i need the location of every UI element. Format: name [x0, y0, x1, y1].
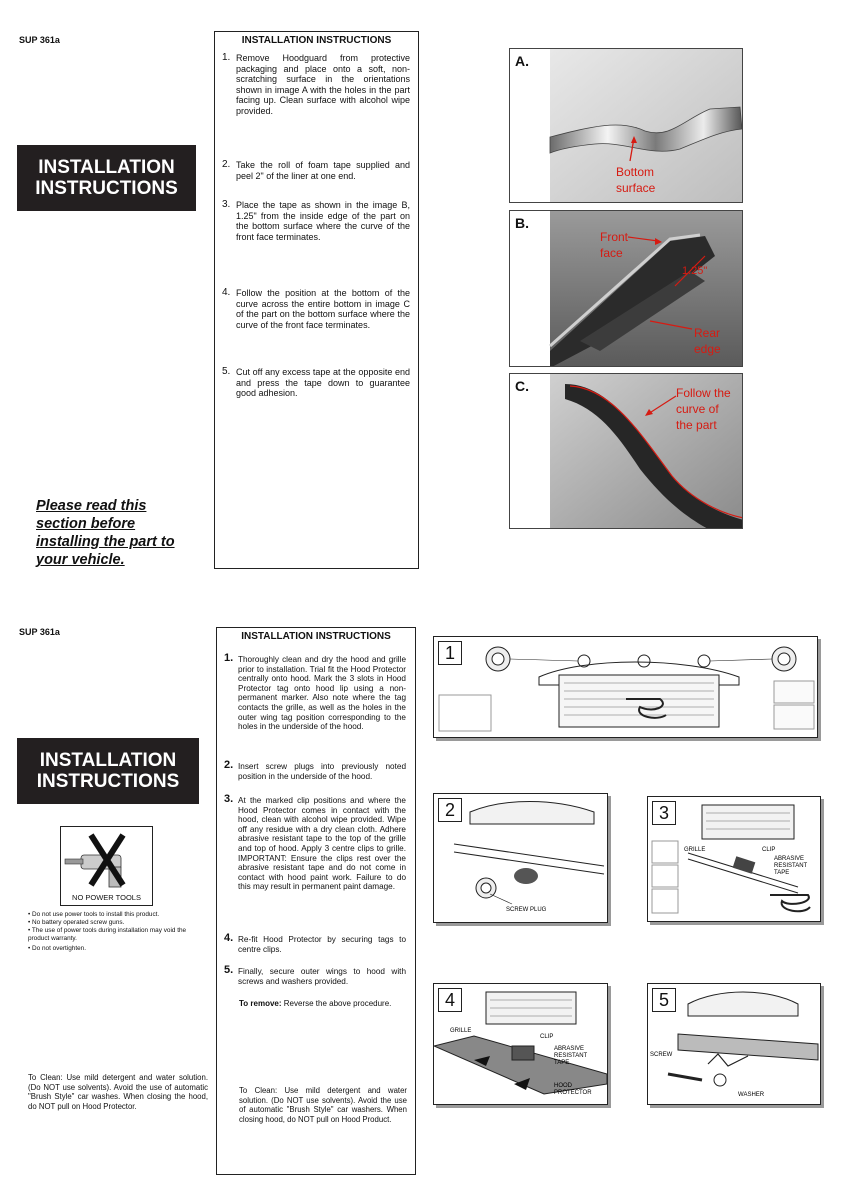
step-number: 5.: [224, 964, 234, 976]
photo-a-image: [510, 49, 743, 203]
panel-2: [433, 793, 608, 923]
step-number: 3.: [222, 199, 231, 210]
label-tape-3: TAPE: [774, 870, 790, 876]
panel-1: [433, 636, 818, 738]
label-resistant-4: RESISTANT: [554, 1053, 588, 1059]
step-text: Place the tape as shown in the image B, 1.25" from the inside edge of the part on the bottom surface where the curve of the front face terminates.: [236, 200, 410, 242]
annotation-face: face: [600, 246, 623, 260]
step-text: Thoroughly clean and dry the hood and grille prior to installation. Trial fit the Hood Protector centrally onto hood. Mark the 3 slots in Hood Protector tag onto hood lip using a non-permanent marker. Also note where the tag contacts the grille, as well as the holes in the outer wing tag position corresponding to the holes in the underside of the hood.: [238, 655, 406, 732]
step2-2: [224, 759, 406, 781]
step2-1: [224, 652, 406, 732]
step-text: Take the roll of foam tape supplied and peel 2" of the liner at one end.: [236, 160, 410, 181]
title-line-1: INSTALLATION: [38, 157, 175, 178]
step-number: 4.: [222, 287, 231, 298]
label-screw-5: SCREW: [650, 1052, 673, 1058]
photo-label: B.: [515, 215, 529, 231]
photo-label: A.: [515, 53, 529, 69]
panel-number: 1: [438, 641, 462, 665]
step-text: At the marked clip positions and where the Hood Protector comes in contact with the hood, clean with alcohol wipe provided. Wipe off any residue with a dry clean cloth. Adhere abrasive resistant tape to the top of the grille and top of hood. Apply 3 centre clips to grille. IMPORTANT: Ensure the clips rest over the abrasive resistant tape and do not come in contact with hood paint work. Failure to do this may result in permanent paint damage.: [238, 796, 406, 892]
read-note: Please read this section before installing the part to your vehicle.: [36, 498, 175, 568]
panel-2-diagram: [434, 794, 607, 922]
warning-list: [28, 911, 198, 953]
title-block: [17, 145, 196, 211]
photo-c-image: [510, 374, 743, 529]
annotation-part: the part: [676, 418, 717, 432]
panel-4-diagram: [434, 984, 607, 1104]
instructions-heading: INSTALLATION INSTRUCTIONS: [241, 35, 392, 46]
step-5: [222, 367, 410, 399]
step-text: Insert screw plugs into previously noted position in the underside of the hood.: [238, 762, 406, 781]
drill-icon: [61, 827, 152, 891]
label-protector-4: PROTECTOR: [554, 1090, 592, 1096]
label-hood-4: HOOD: [554, 1083, 572, 1089]
step-number: 2.: [222, 159, 231, 170]
panel-5: [647, 983, 821, 1105]
clean-note-left: To Clean: Use mild detergent and water solution. (Do NOT use solvents). Avoid the use of automatic "Brush Style" car washes. When closing the hood, do NOT pull on Hood Protector.: [28, 1073, 208, 1111]
warning-item: • Do not use power tools to install this product.: [28, 911, 160, 918]
panel-number: 2: [438, 798, 462, 822]
panel-3-diagram: [648, 797, 820, 921]
title-line-1: INSTALLATION: [39, 750, 177, 771]
label-resistant-3: RESISTANT: [774, 863, 808, 869]
step-4: [222, 288, 410, 330]
photo-label: C.: [515, 378, 529, 394]
label-clip-3: CLIP: [762, 847, 776, 853]
annotation-measure: 1.25": [682, 265, 708, 277]
step-2: [222, 160, 410, 181]
label-washer-5: WASHER: [738, 1092, 765, 1098]
label-grille-3: GRILLE: [684, 847, 706, 853]
step-text: Cut off any excess tape at the opposite end and press the tape down to guarantee good adhesion.: [236, 367, 410, 399]
annotation-follow: Follow the: [676, 386, 731, 400]
annotation-bottom: Bottom: [616, 165, 655, 179]
warning-item: • The use of power tools during installation may void the product warranty.: [28, 927, 187, 942]
title-block-2: [17, 738, 199, 804]
step2-4: [224, 932, 406, 954]
annotation-curve: curve of: [676, 402, 719, 416]
label-tape-4: TAPE: [554, 1060, 570, 1066]
step-text: Re-fit Hood Protector by securing tags to centre clips.: [238, 935, 406, 954]
photo-a: [509, 48, 743, 203]
step-text: Finally, secure outer wings to hood with screws and washers provided.: [238, 967, 406, 986]
instructions-heading-2: INSTALLATION INSTRUCTIONS: [241, 631, 391, 642]
warning-item: • Do not overtighten.: [28, 945, 87, 952]
panel-number: 4: [438, 988, 462, 1012]
label-abrasive-4: ABRASIVE: [554, 1046, 585, 1052]
panel-4: [433, 983, 608, 1105]
panel-number: 5: [652, 988, 676, 1012]
step-text: Follow the position at the bottom of the curve across the entire bottom in image C of the part on the bottom surface where the curve of the front face terminates.: [236, 288, 410, 330]
to-remove: [239, 999, 411, 1008]
label-screw-plug: SCREW PLUG: [506, 907, 547, 913]
document-code-2: SUP 361a: [19, 627, 60, 637]
to-remove-text: Reverse the above procedure.: [283, 999, 392, 1008]
step-number: 5.: [222, 366, 231, 377]
step-3: [222, 200, 410, 242]
step-number: 1.: [222, 52, 231, 63]
photo-b-image: [510, 211, 743, 367]
step-1: [222, 53, 410, 117]
document-code: SUP 361a: [19, 35, 60, 45]
title-line-2: INSTRUCTIONS: [36, 771, 180, 792]
panel-3: [647, 796, 821, 922]
label-abrasive-3: ABRASIVE: [774, 856, 805, 862]
no-power-tools-box: [60, 826, 153, 906]
panel-5-diagram: [648, 984, 820, 1104]
annotation-rear: Rear: [694, 326, 721, 340]
annotation-edge: edge: [694, 342, 721, 356]
step2-5: [224, 964, 406, 986]
label-grille-4: GRILLE: [450, 1028, 472, 1034]
step-text: Remove Hoodguard from protective packaging and place onto a soft, non-scratching surface in the orientations shown in image A with the holes in the part facing up. Clean surface with alcohol wipe provided.: [236, 53, 410, 116]
photo-c: [509, 373, 743, 529]
photo-b: [509, 210, 743, 367]
clean-note-right: To Clean: Use mild detergent and water solution. (Do NOT use solvents). Avoid the use of automatic "Brush Style" car washers. When closing hood, do NOT pull on Hood Product.: [239, 1086, 407, 1124]
panel-1-diagram: [434, 637, 817, 737]
label-clip-4: CLIP: [540, 1034, 554, 1040]
title-line-2: INSTRUCTIONS: [35, 178, 178, 199]
panel-number: 3: [652, 801, 676, 825]
step-number: 2.: [224, 759, 234, 771]
step-number: 1.: [224, 652, 234, 664]
step-number: 3.: [224, 793, 234, 805]
annotation-front: Front: [600, 230, 629, 244]
to-remove-label: To remove:: [239, 999, 282, 1008]
step2-3: [224, 793, 406, 892]
annotation-surface: surface: [616, 181, 656, 195]
warning-item: • No battery operated screw guns.: [28, 919, 125, 926]
no-power-tools-label: NO POWER TOOLS: [72, 893, 141, 902]
step-number: 4.: [224, 932, 234, 944]
